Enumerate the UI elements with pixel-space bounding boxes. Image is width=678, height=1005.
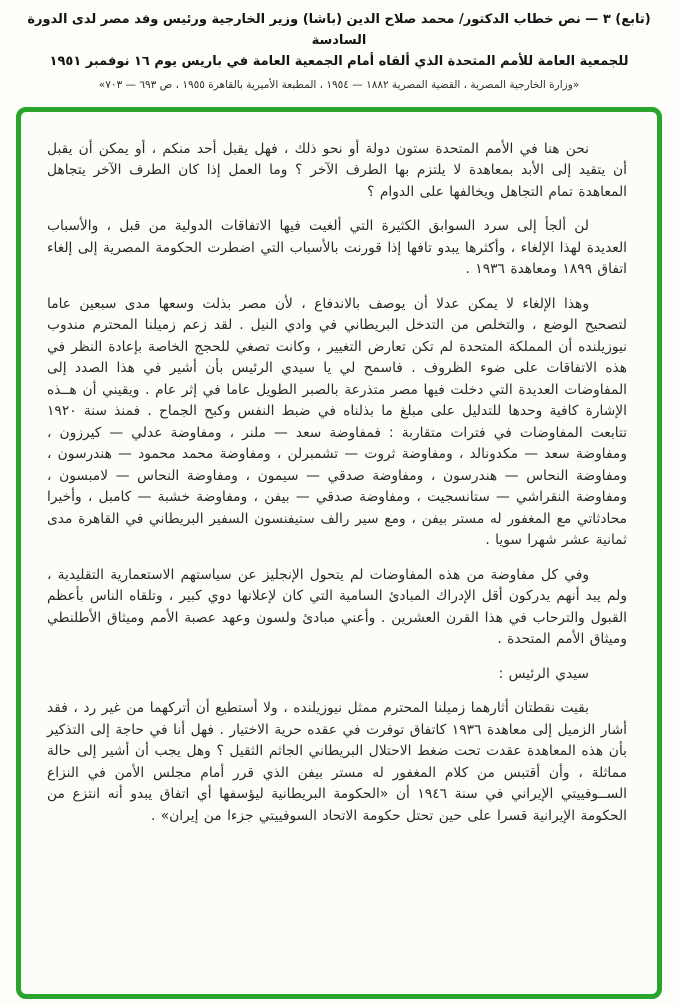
paragraph-1: نحن هنا في الأمم المتحدة ستون دولة أو نحو ذلك ، فهل يقبل أحد منكم ، أو يمكن أن يقبل أن يتقيد إلى الأبد بمعاهدة لا يلتزم بها الطرف الآخر ؟ وما العمل إذا كان الطرف الآخر يتجاهل المعاهدة تمام التجاهل ويخالفها على الدوام ؟: [47, 140, 627, 200]
header-title-line-2: للجمعية العامة للأمم المتحدة الذي ألقاه أمام الجمعية العامة في باريس يوم ١٦ نوفمبر ١٩٥١: [49, 54, 629, 70]
green-border-frame: [16, 107, 662, 999]
paragraph-6: بقيت نقطتان أثارهما زميلنا المحترم ممثل نيوزيلنده ، ولا أستطيع أن أتركهما من غير رد ، فقد أشار الزميل إلى معاهدة ١٩٣٦ كاتفاق توفرت في عقده حرية الاختيار . فهل أنا في حاجة إلى التذكير بأن هذه المعاهدة عقدت تحت ضغط الاحتلال البريطاني الجاثم الثقيل ؟ وهل يجب أن أشير إلى حالة مماثلة ، وأن أقتبس من كلام المغفور له مستر بيفن الذي قرر أمام مجلس الأمن في النزاع الســوفييتي الإيراني في سنة ١٩٤٦ أن «الحكومة البريطانية ليؤسفها أي اتفاق يبدو أنه انتزع من الحكومة الإيرانية قسرا على حين تحتل حكومة الاتحاد السوفييتي جزءا من إيران» .: [47, 700, 627, 824]
header-title-line-1: (تابع) ٣ — نص خطاب الدكتور/ محمد صلاح الدين (باشا) وزير الخارجية ورئيس وفد مصر لدى الدورة السادسة: [27, 12, 651, 49]
salutation-line: سيدي الرئيس :: [498, 665, 589, 682]
paragraph-4: وفي كل مفاوضة من هذه المفاوضات لم يتحول الإنجليز عن سياستهم الاستعمارية التقليدية ، ولم يبد أنهم يدركون أقل الإدراك المبادئ السامية التي كان لإعلانها دوي كبير ، وتلقاه الناس بأعظم القبول والترحاب في هذا القرن العشرين . وأعني مبادئ ولسون وعهد عصبة الأمم وميثاق الأطلنطي وميثاق الأمم المتحدة .: [47, 566, 627, 648]
paragraph-3: وهذا الإلغاء لا يمكن عدلا أن يوصف بالاندفاع ، لأن مصر بذلت وسعها مدى سبعين عاما لتصحيح الوضع ، والتخلص من التدخل البريطاني في وادي النيل . لقد زعم زميلنا المحترم مندوب نيوزيلنده أن المملكة المتحدة لم تكن تعارض التغيير ، وكانت تصغي للحجج الخاصة بإعادة النظر في هذه الاتفاقات على ضوء الظروف . فاسمح لي يا سيدي الرئيس بأن أشير في هذا الصدد إلى المفاوضات العديدة التي دخلت فيها مصر متذرعة بالصبر الطويل عاما في إثر عام . ويقيني أن هــذه الإشارة كافية وحدها للتدليل على مبلغ ما بذلناه في ضبط النفس وكبح الجماح . فمنذ سنة ١٩٢٠ تتابعت المفاوضات في فترات متقاربة : فمفاوضة سعد — ملنر ، ومفاوضة عدلي — كيرزون ، ومفاوضة سعد — مكدونالد ، ومفاوضة ثروت — تشمبرلن ، ومفاوضة محمد محمود — هندرسون ، ومفاوضة النحاس — هندرسون ، ومفاوضة صدقي — سيمون ، ومفاوضة النحاس — لامبسون ، ومفاوضة النقراشي — ستانسجيت ، ومفاوضة صدقي — بيفن ، ومفاوضة خشبة — كامبل ، وأخيرا محادثاتي مع المغفور له مستر بيفن ، ومع سير رالف ستيفنسون السفير البريطاني في القاهرة مدى ثمانية عشر شهرا سويا .: [47, 295, 627, 549]
document-header: [0, 0, 678, 94]
source-citation: «وزارة الخارجية المصرية ، القضية المصرية ١٨٨٢ — ١٩٥٤ ، المطبعة الأميرية بالقاهرة ١٩٥٥ ، ص ٦٩٣ — ٧٠٣»: [98, 79, 580, 92]
paragraph-2: لن ألجأ إلى سرد السوابق الكثيرة التي ألغيت فيها الاتفاقات الدولية من قبل ، والأسباب العديدة لهذا الإلغاء ، وأكثرها يبدو تافها إذا قورنت بالأسباب التي اضطرت الحكومة المصرية إلى إلغاء اتفاق ١٨٩٩ ومعاهدة ١٩٣٦ .: [47, 218, 627, 278]
